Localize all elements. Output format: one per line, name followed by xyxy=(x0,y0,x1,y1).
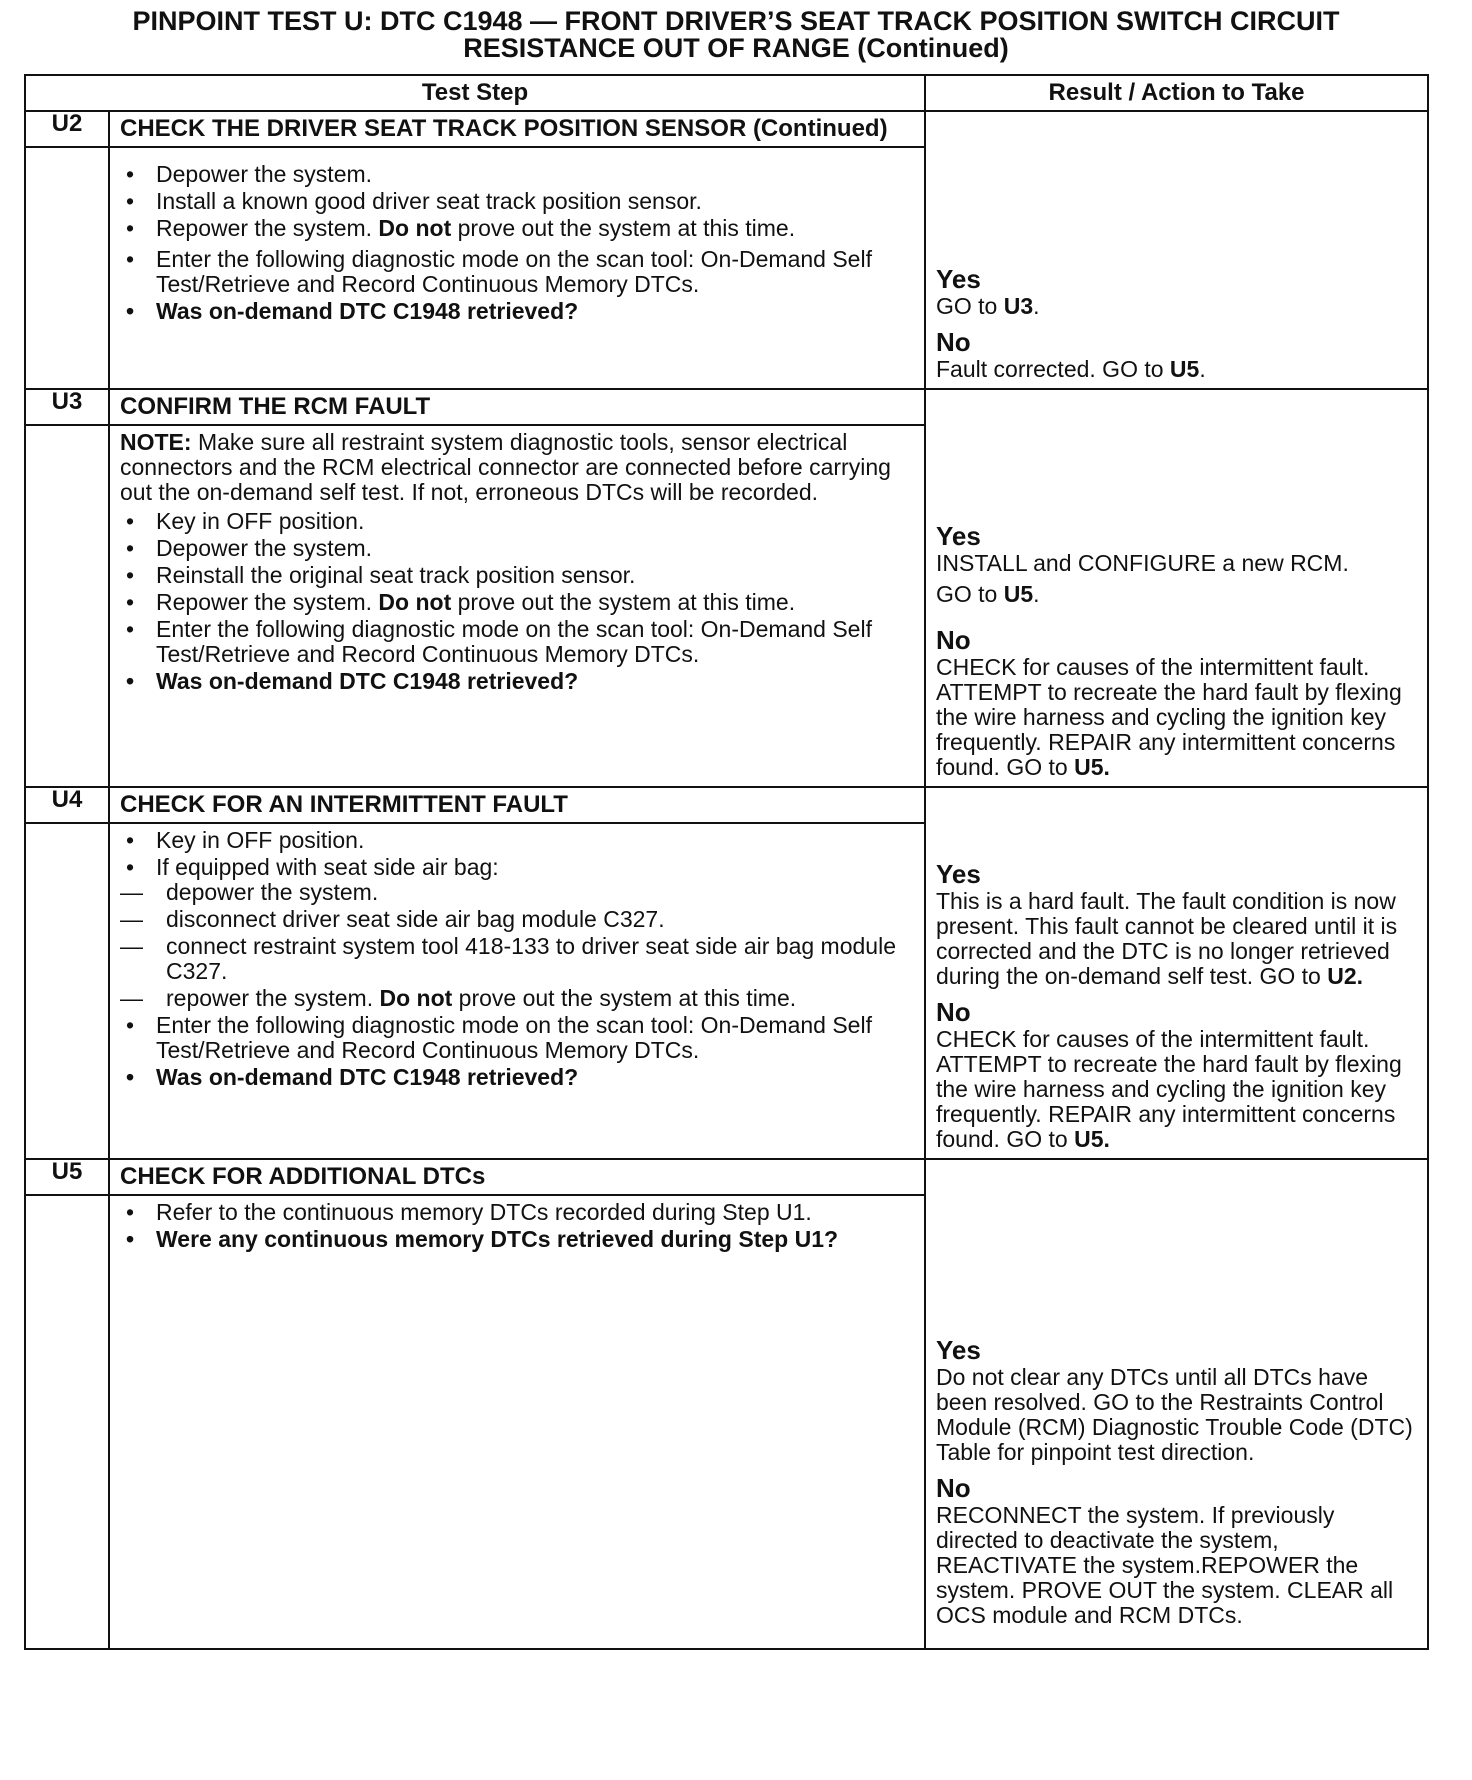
yes-label: Yes xyxy=(936,859,981,889)
list-item: • Refer to the continuous memory DTCs recorded during Step U1. xyxy=(120,1200,914,1225)
list-item: • Repower the system. Do not prove out the system at this time. xyxy=(120,216,914,241)
document-title xyxy=(0,8,1472,62)
no-action-u5: RECONNECT the system. If previously directed to deactivate the system, REACTIVATE the system.REPOWER the system. PROVE OUT the system. CLEAR all OCS module and RCM DTCs. xyxy=(936,1502,1394,1628)
step-heading-u3: CONFIRM THE RCM FAULT xyxy=(109,389,925,425)
yes-label: Yes xyxy=(936,264,981,294)
list-item: • Key in OFF position. xyxy=(120,828,914,853)
step-id-u3: U3 xyxy=(25,389,109,425)
list-item: • Depower the system. xyxy=(120,536,914,561)
list-item: • Enter the following diagnostic mode on the scan tool: On-Demand Self Test/Retrieve and Record Continuous Memory DTCs. xyxy=(120,1013,914,1063)
yes-label: Yes xyxy=(936,521,981,551)
sub-list-item: — disconnect driver seat side air bag module C327. xyxy=(120,907,914,932)
yes-action-u3: INSTALL and CONFIGURE a new RCM. GO to U5. xyxy=(936,550,1349,607)
no-action-u3: CHECK for causes of the intermittent fault. ATTEMPT to recreate the hard fault by flexing the wire harness and cycling the ignition key frequently. REPAIR any intermittent concerns found. GO to U5. xyxy=(936,654,1402,780)
list-item: • Repower the system. Do not prove out the system at this time. xyxy=(120,590,914,615)
title-line-2: RESISTANCE OUT OF RANGE (Continued) xyxy=(463,33,1009,63)
no-action-u4: CHECK for causes of the intermittent fault. ATTEMPT to recreate the hard fault by flexing the wire harness and cycling the ignition key frequently. REPAIR any intermittent concerns found. GO to U5. xyxy=(936,1026,1402,1152)
list-item-question: • Was on-demand DTC C1948 retrieved? xyxy=(120,1065,914,1090)
list-item: • If equipped with seat side air bag: — depower the system. — disconnect driver seat side air bag module C327. — connect restraint system tool 418-133 to driver seat side air bag module C327. — repower the system. Do not prove out the system at this time. xyxy=(120,855,914,1011)
list-item: • Enter the following diagnostic mode on the scan tool: On-Demand Self Test/Retrieve and Record Continuous Memory DTCs. xyxy=(120,617,914,667)
step-body-u4 xyxy=(109,823,925,1159)
yes-action-u2: GO to U3. xyxy=(936,293,1040,319)
pinpoint-test-table xyxy=(24,74,1429,1650)
step-u3-heading-row xyxy=(25,389,1428,425)
step-body-u3 xyxy=(109,425,925,787)
table-header-row xyxy=(25,75,1428,111)
list-item: • Reinstall the original seat track position sensor. xyxy=(120,563,914,588)
no-label: No xyxy=(936,327,971,357)
title-line-1: PINPOINT TEST U: DTC C1948 — FRONT DRIVER’S SEAT TRACK POSITION SWITCH CIRCUIT xyxy=(132,6,1340,36)
step-u5-heading-row xyxy=(25,1159,1428,1195)
no-label: No xyxy=(936,625,971,655)
no-label: No xyxy=(936,997,971,1027)
step-body-u5 xyxy=(109,1195,925,1649)
yes-action-u4: This is a hard fault. The fault condition is now present. This fault cannot be cleared until it is corrected and the DTC is no longer retrieved during the on-demand self test. GO to U2. xyxy=(936,888,1398,989)
no-label: No xyxy=(936,1473,971,1503)
yes-action-u5: Do not clear any DTCs until all DTCs have been resolved. GO to the Restraints Control Module (RCM) Diagnostic Trouble Code (DTC) Table for pinpoint test direction. xyxy=(936,1364,1413,1465)
result-u4 xyxy=(925,787,1428,1159)
list-item: • Enter the following diagnostic mode on the scan tool: On-Demand Self Test/Retrieve and Record Continuous Memory DTCs. xyxy=(120,247,914,297)
sub-list-item: — depower the system. xyxy=(120,880,914,905)
list-item-question: • Was on-demand DTC C1948 retrieved? xyxy=(120,299,914,324)
list-item-question: • Was on-demand DTC C1948 retrieved? xyxy=(120,669,914,694)
no-action-u2: Fault corrected. GO to U5. xyxy=(936,356,1206,382)
result-u3 xyxy=(925,389,1428,787)
sub-list-item: — connect restraint system tool 418-133 to driver seat side air bag module C327. xyxy=(120,934,914,984)
header-test-step: Test Step xyxy=(25,75,925,111)
step-heading-u2: CHECK THE DRIVER SEAT TRACK POSITION SENSOR (Continued) xyxy=(109,111,925,147)
list-item-question: • Were any continuous memory DTCs retrieved during Step U1? xyxy=(120,1227,914,1252)
step-id-u4: U4 xyxy=(25,787,109,823)
list-item: • Key in OFF position. xyxy=(120,509,914,534)
step-heading-u5: CHECK FOR ADDITIONAL DTCs xyxy=(109,1159,925,1195)
list-item: • Install a known good driver seat track position sensor. xyxy=(120,189,914,214)
list-item: • Depower the system. xyxy=(120,162,914,187)
step-u2-heading-row xyxy=(25,111,1428,147)
header-result: Result / Action to Take xyxy=(925,75,1428,111)
yes-label: Yes xyxy=(936,1335,981,1365)
sub-list-item: — repower the system. Do not prove out the system at this time. xyxy=(120,986,914,1011)
step-id-u5: U5 xyxy=(25,1159,109,1195)
step-id-u2: U2 xyxy=(25,111,109,147)
result-u5 xyxy=(925,1159,1428,1649)
step-u4-heading-row xyxy=(25,787,1428,823)
note-u3: NOTE: Make sure all restraint system diagnostic tools, sensor electrical connectors and the RCM electrical connector are connected before carrying out the on-demand self test. If not, erroneous DTCs will be recorded. xyxy=(120,429,891,505)
step-heading-u4: CHECK FOR AN INTERMITTENT FAULT xyxy=(109,787,925,823)
step-body-u2 xyxy=(109,147,925,389)
result-u2 xyxy=(925,111,1428,389)
